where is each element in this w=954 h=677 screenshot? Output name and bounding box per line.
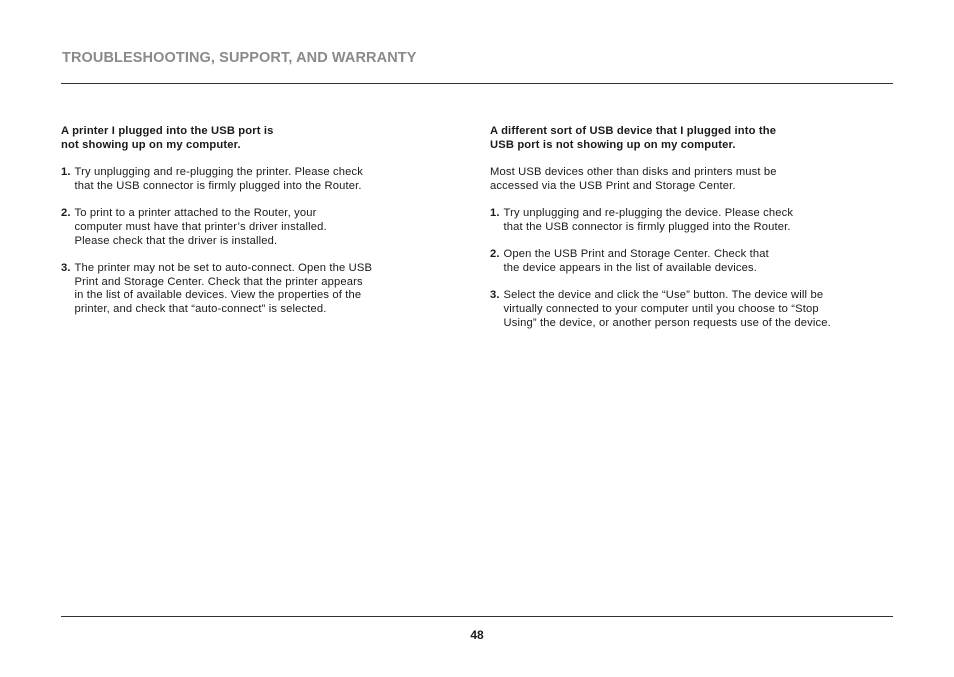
header-divider — [61, 83, 893, 84]
step-number: 1. — [490, 207, 500, 220]
step-number: 2. — [61, 207, 71, 220]
step-item — [490, 207, 890, 234]
step-line: the device appears in the list of available devices. — [503, 261, 757, 274]
step-line — [490, 289, 890, 303]
step-text: Open the USB Print and Storage Center. Check that — [503, 248, 769, 261]
question-line: USB port is not showing up on my computer. — [490, 138, 736, 151]
question-heading — [61, 125, 441, 152]
intro-line: accessed via the USB Print and Storage Center. — [490, 179, 736, 192]
step-item — [490, 289, 890, 330]
step-line: virtually connected to your computer until you choose to “Stop — [503, 303, 819, 316]
question-line: not showing up on my computer. — [61, 138, 241, 151]
step-line: printer, and check that “auto-connect” is selected. — [74, 303, 327, 316]
step-item — [61, 207, 441, 248]
step-line — [61, 166, 441, 180]
step-number: 1. — [61, 166, 71, 179]
step-text: Try unplugging and re-plugging the device. Please check — [503, 207, 794, 220]
left-column — [61, 125, 441, 330]
step-text: Select the device and click the “Use” button. The device will be — [503, 289, 824, 302]
step-number: 3. — [490, 289, 500, 302]
step-number: 3. — [61, 261, 71, 274]
footer-divider — [61, 616, 893, 617]
step-line: Using” the device, or another person requests use of the device. — [503, 316, 831, 329]
right-column — [490, 125, 890, 344]
step-line — [490, 248, 890, 262]
question-line: A different sort of USB device that I plugged into the — [490, 125, 777, 137]
step-text: To print to a printer attached to the Router, your — [74, 207, 317, 220]
question-heading — [490, 125, 890, 152]
step-line — [490, 207, 890, 221]
step-line: Please check that the driver is installed. — [74, 234, 278, 247]
question-line: A printer I plugged into the USB port is — [61, 125, 274, 137]
intro-paragraph — [490, 166, 890, 193]
step-number: 2. — [490, 248, 500, 261]
step-line — [61, 262, 441, 276]
step-item — [61, 166, 441, 193]
step-line: that the USB connector is firmly plugged into the Router. — [503, 220, 791, 233]
step-text: Try unplugging and re-plugging the printer. Please check — [74, 166, 363, 179]
step-item — [61, 262, 441, 317]
section-title: TROUBLESHOOTING, SUPPORT, AND WARRANTY — [62, 50, 417, 66]
intro-line: Most USB devices other than disks and printers must be — [490, 166, 777, 179]
step-item — [490, 248, 890, 275]
step-line — [61, 207, 441, 221]
step-line: in the list of available devices. View the properties of the — [74, 289, 362, 302]
page-number: 48 — [470, 628, 484, 642]
step-line: Print and Storage Center. Check that the printer appears — [74, 275, 363, 288]
step-line: computer must have that printer’s driver installed. — [74, 220, 327, 233]
step-text: The printer may not be set to auto-connect. Open the USB — [74, 261, 373, 274]
step-line: that the USB connector is firmly plugged into the Router. — [74, 179, 362, 192]
